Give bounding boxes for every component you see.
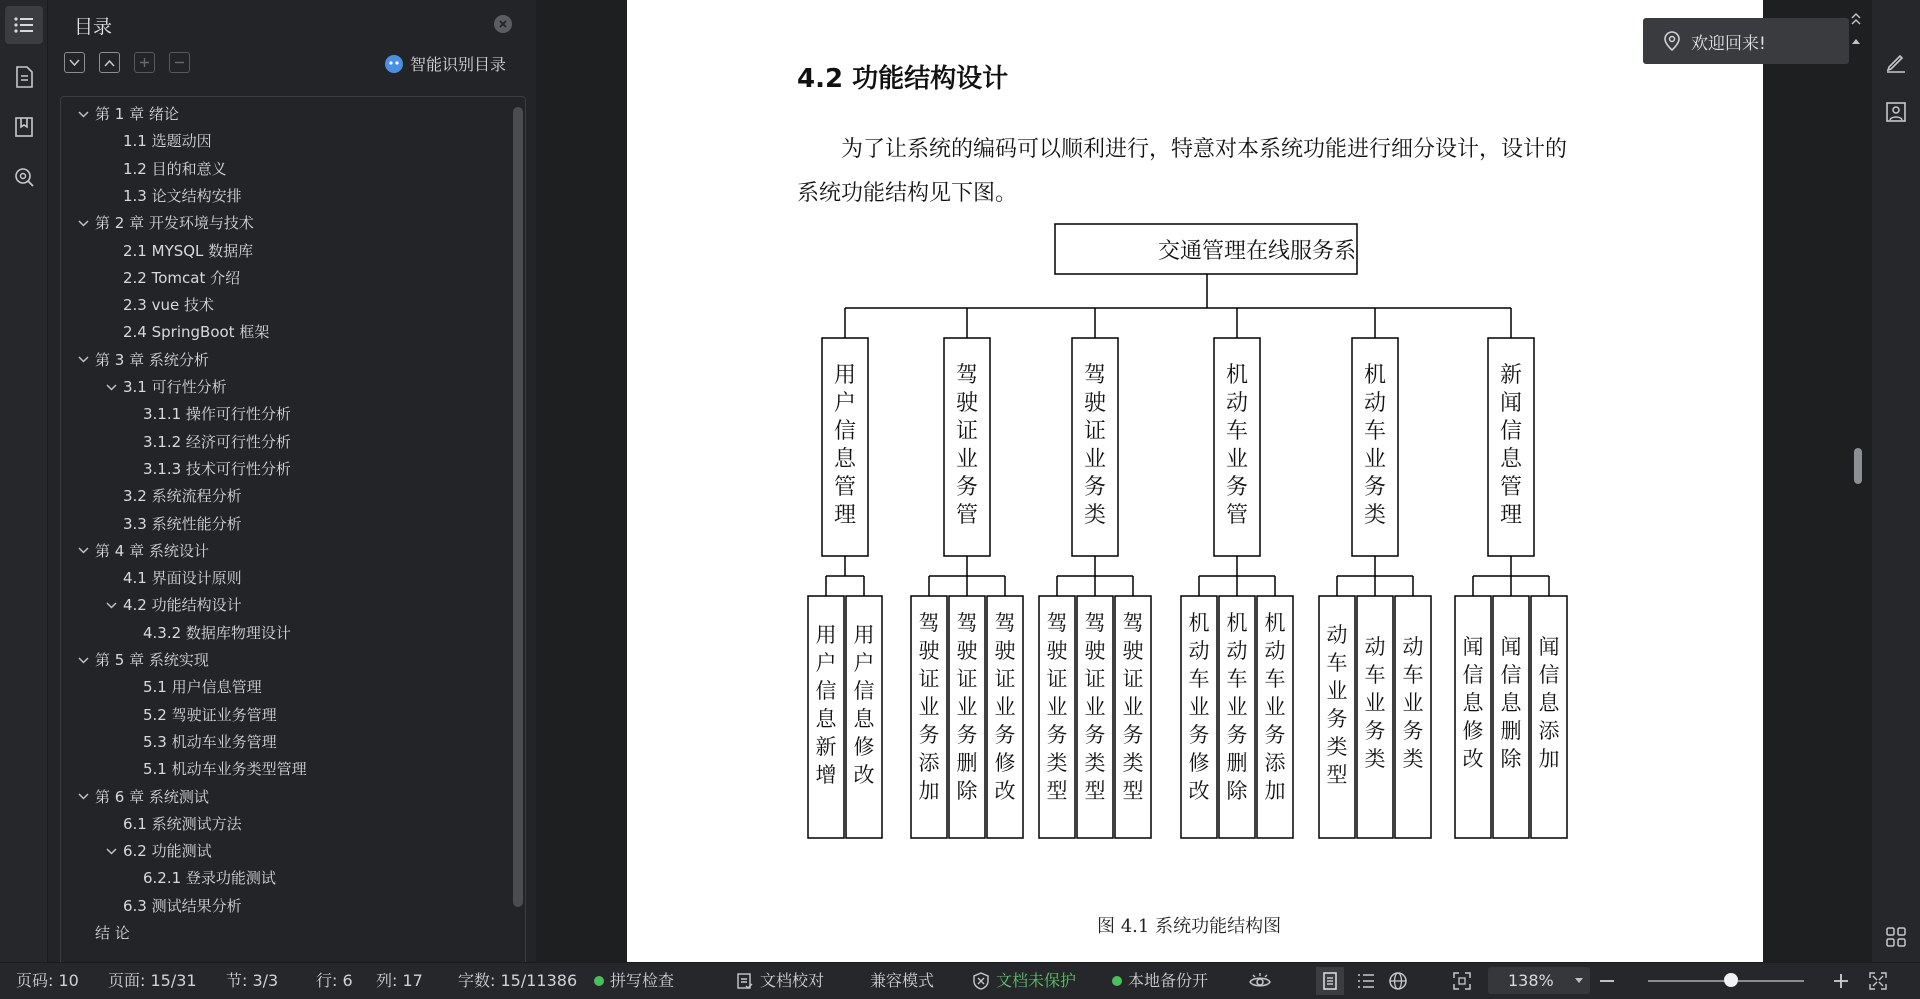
toc-item[interactable]: [143, 674, 262, 700]
toc-item[interactable]: [75, 538, 209, 564]
child-label-char: 动: [1226, 639, 1248, 663]
toc-item-label: 4.2 功能结构设计: [123, 596, 242, 615]
smart-toc-button[interactable]: [384, 52, 506, 75]
branch-label-char: 业: [1363, 447, 1387, 472]
toc-item[interactable]: [95, 920, 130, 946]
child-label-char: 务: [956, 723, 978, 747]
compat-mode-label: 兼容模式: [870, 971, 935, 990]
branch-label-char: 务: [955, 475, 979, 500]
child-label-char: 信: [853, 679, 875, 703]
child-box: [1395, 596, 1431, 838]
toc-item-label: 第 4 章 系统设计: [95, 541, 209, 560]
child-label-char: 类: [1326, 735, 1348, 759]
toc-item-label: 3.1.1 操作可行性分析: [143, 405, 291, 424]
welcome-text: 欢迎回来!: [1691, 33, 1766, 54]
section-heading: 4.2 功能结构设计: [797, 64, 1009, 94]
collapse-all-icon[interactable]: [99, 52, 120, 73]
child-label-char: 机: [1264, 611, 1286, 635]
toc-item-label: 第 1 章 绪论: [95, 105, 179, 123]
branch-label-char: 管: [1225, 503, 1249, 528]
child-label-char: 务: [1084, 723, 1106, 747]
local-backup-label: 本地备份开: [1128, 971, 1209, 990]
child-label-char: 驾: [994, 611, 1016, 635]
branch-label-char: 信: [833, 419, 857, 444]
smart-toc-icon: [384, 54, 404, 74]
child-label-char: 驶: [918, 639, 940, 663]
child-label-char: 动: [1364, 635, 1386, 659]
doc-protect-button[interactable]: [972, 963, 1076, 999]
toc-item-label: 6.2 功能测试: [123, 842, 212, 861]
remove-heading-icon[interactable]: [169, 52, 190, 73]
branch-label-char: 息: [833, 447, 857, 472]
toc-item[interactable]: [143, 620, 291, 646]
child-label-char: 务: [918, 723, 940, 747]
toc-item-label: 4.1 界面设计原则: [123, 569, 242, 588]
local-backup-toggle[interactable]: [1112, 963, 1208, 999]
branch-label-char: 车: [1363, 419, 1387, 444]
zoom-select[interactable]: [1488, 967, 1590, 994]
status-bar: [0, 962, 1920, 999]
toc-icon[interactable]: [5, 6, 43, 44]
child-label-char: 业: [1226, 695, 1248, 719]
child-label-char: 业: [1264, 695, 1286, 719]
child-label-char: 证: [918, 667, 940, 691]
child-label-char: 业: [918, 695, 940, 719]
toc-panel: [48, 0, 536, 962]
toc-item-label: 1.3 论文结构安排: [123, 186, 242, 205]
child-label-char: 删: [956, 751, 978, 775]
child-label-char: 业: [1402, 691, 1424, 715]
toc-item-label: 5.1 机动车业务类型管理: [143, 760, 307, 779]
paragraph-line: 为了让系统的编码可以顺利进行，特意对本系统功能进行细分设计，设计的: [841, 137, 1568, 162]
proofread-icon: [736, 972, 754, 990]
toc-item-label: 3.1.2 经济可行性分析: [143, 432, 291, 451]
chevron-down-icon[interactable]: [103, 374, 119, 400]
fit-page-icon[interactable]: [1452, 963, 1472, 999]
toc-item-label: 结 论: [95, 924, 130, 942]
child-label-char: 业: [1326, 679, 1348, 703]
child-label-char: 驾: [918, 611, 940, 635]
child-label-char: 务: [1402, 719, 1424, 743]
toc-item[interactable]: [103, 374, 227, 400]
paragraph-line: 系统功能结构见下图。: [797, 181, 1018, 206]
toc-item-label: 6.2.1 登录功能测试: [143, 869, 276, 888]
toc-item[interactable]: [143, 401, 291, 427]
toc-item-label: 第 6 章 系统测试: [95, 787, 209, 806]
child-label-char: 改: [1462, 747, 1484, 771]
branch-label-char: 证: [955, 419, 979, 444]
page-code: 页码: 10: [16, 971, 79, 990]
toc-item-label: 2.3 vue 技术: [123, 296, 215, 315]
toc-item[interactable]: [143, 429, 291, 455]
toc-item-label: 5.2 驾驶证业务管理: [143, 705, 277, 724]
chevron-down-icon[interactable]: [75, 784, 91, 810]
toc-item[interactable]: [123, 893, 242, 919]
child-label-char: 驾: [1084, 611, 1106, 635]
child-label-char: 用: [815, 623, 837, 647]
spell-check-status-icon: [594, 976, 604, 986]
child-label-char: 业: [1364, 691, 1386, 715]
child-label-char: 证: [1122, 667, 1144, 691]
document-icon[interactable]: [5, 58, 43, 96]
child-label-char: 类: [1364, 747, 1386, 771]
chevron-down-icon[interactable]: [103, 592, 119, 618]
toc-item-label: 2.1 MYSQL 数据库: [123, 241, 254, 260]
toc-item[interactable]: [143, 729, 277, 755]
toc-item[interactable]: [123, 128, 212, 154]
child-label-char: 型: [1326, 763, 1348, 787]
smart-toc-label: 智能识别目录: [410, 55, 507, 74]
shield-icon: [972, 972, 990, 990]
grid-icon[interactable]: [1885, 926, 1907, 948]
child-label-char: 用: [853, 623, 875, 647]
portrait-icon[interactable]: [1884, 100, 1908, 124]
document-scrollbar-thumb[interactable]: [1854, 448, 1862, 484]
child-label-char: 证: [1046, 667, 1068, 691]
branch-label-char: 类: [1083, 503, 1107, 528]
branch-label-char: 管: [955, 503, 979, 528]
child-label-char: 车: [1188, 667, 1210, 691]
branch-label-char: 理: [1499, 503, 1523, 528]
child-label-char: 业: [956, 695, 978, 719]
toc-item[interactable]: [75, 101, 179, 127]
toc-item[interactable]: [123, 483, 242, 509]
branch-label-char: 业: [1083, 447, 1107, 472]
child-label-char: 驶: [1084, 639, 1106, 663]
child-label-char: 修: [1188, 751, 1210, 775]
toc-title: 目录: [74, 16, 113, 38]
child-label-char: 类: [1084, 751, 1106, 775]
chevron-down-icon[interactable]: [103, 838, 119, 864]
child-label-char: 息: [1462, 691, 1484, 715]
child-label-char: 信: [1538, 663, 1560, 687]
branch-label-char: 驾: [955, 363, 979, 388]
chevron-down-icon[interactable]: [75, 101, 91, 127]
toc-item-label: 第 5 章 系统实现: [95, 651, 209, 669]
branch-label-char: 管: [1499, 475, 1523, 500]
doc-proof-button[interactable]: [736, 963, 824, 999]
toc-item-label: 4.3.2 数据库物理设计: [143, 623, 291, 642]
child-label-char: 修: [994, 751, 1016, 775]
expand-all-icon[interactable]: [64, 52, 85, 73]
child-label-char: 业: [1084, 695, 1106, 719]
child-label-char: 型: [1084, 779, 1106, 803]
branch-label-char: 驶: [1083, 391, 1107, 416]
branch-label-char: 类: [1363, 503, 1387, 528]
chevron-down-icon[interactable]: [75, 538, 91, 564]
toc-item-label: 3.2 系统流程分析: [123, 487, 242, 506]
child-label-char: 驾: [1122, 611, 1144, 635]
child-label-char: 业: [1122, 695, 1144, 719]
branch-label-char: 驶: [955, 391, 979, 416]
spell-check-toggle[interactable]: [594, 963, 674, 999]
child-label-char: 类: [1046, 751, 1068, 775]
toc-item[interactable]: [103, 592, 242, 618]
child-label-char: 类: [1122, 751, 1144, 775]
child-label-char: 车: [1226, 667, 1248, 691]
toc-item[interactable]: [143, 756, 307, 782]
fullscreen-icon[interactable]: [1868, 963, 1888, 999]
right-sidebar-rail: [1872, 0, 1920, 962]
child-label-char: 动: [1264, 639, 1286, 663]
toc-item-label: 5.1 用户信息管理: [143, 678, 262, 697]
child-label-char: 驾: [1046, 611, 1068, 635]
child-label-char: 添: [1264, 751, 1286, 775]
child-label-char: 型: [1046, 779, 1068, 803]
child-label-char: 证: [956, 667, 978, 691]
child-label-char: 驶: [956, 639, 978, 663]
page-view-icon[interactable]: [1316, 967, 1344, 995]
branch-label-char: 车: [1225, 419, 1249, 444]
child-label-char: 闻: [1462, 635, 1484, 659]
toc-item-label: 6.1 系统测试方法: [123, 814, 242, 833]
child-label-char: 业: [1046, 695, 1068, 719]
child-box: [1531, 596, 1567, 838]
toc-item-label: 3.1 可行性分析: [123, 378, 227, 396]
child-label-char: 户: [853, 651, 875, 675]
chevron-down-icon: [1574, 977, 1584, 985]
toc-item-label: 6.3 测试结果分析: [123, 896, 242, 915]
child-label-char: 驶: [1122, 639, 1144, 663]
child-label-char: 删: [1500, 719, 1522, 743]
child-label-char: 动: [1402, 635, 1424, 659]
child-label-char: 信: [815, 679, 837, 703]
child-label-char: 添: [1538, 719, 1560, 743]
child-label-char: 修: [853, 735, 875, 759]
child-label-char: 息: [853, 707, 875, 731]
child-label-char: 加: [1538, 747, 1560, 771]
child-label-char: 车: [1326, 651, 1348, 675]
child-label-char: 息: [1538, 691, 1560, 715]
child-label-char: 改: [853, 763, 875, 787]
branch-label-char: 业: [1225, 447, 1249, 472]
close-icon[interactable]: [494, 15, 512, 33]
document-page[interactable]: [627, 0, 1763, 962]
child-label-char: 除: [1500, 747, 1522, 771]
toc-item-label: 3.1.3 技术可行性分析: [143, 459, 291, 478]
child-label-char: 证: [994, 667, 1016, 691]
scroll-up-icon[interactable]: [1848, 10, 1864, 30]
child-label-char: 务: [1326, 707, 1348, 731]
child-label-char: 闻: [1538, 635, 1560, 659]
pen-icon[interactable]: [1884, 50, 1908, 74]
toc-item-label: 1.1 选题动因: [123, 132, 212, 151]
child-label-char: 类: [1402, 747, 1424, 771]
left-sidebar-rail: [0, 0, 48, 962]
toc-item-label: 3.3 系统性能分析: [123, 514, 242, 533]
col-indicator: 列: 17: [376, 971, 423, 990]
child-box: [1455, 596, 1491, 838]
zoom-slider-handle[interactable]: [1724, 973, 1738, 987]
toc-item[interactable]: [123, 565, 242, 591]
child-label-char: 务: [994, 723, 1016, 747]
child-label-char: 修: [1462, 719, 1484, 743]
row-indicator: 行: 6: [316, 971, 353, 990]
child-label-char: 机: [1226, 611, 1248, 635]
child-label-char: 加: [918, 779, 940, 803]
outline-view-icon[interactable]: [1356, 963, 1376, 999]
child-label-char: 务: [1226, 723, 1248, 747]
toc-item[interactable]: [123, 156, 227, 182]
zoom-in-icon[interactable]: [1832, 963, 1850, 999]
toc-list: [60, 96, 526, 966]
child-label-char: 证: [1084, 667, 1106, 691]
chevron-down-icon[interactable]: [75, 347, 91, 373]
chevron-down-icon[interactable]: [75, 210, 91, 236]
branch-label-char: 务: [1083, 475, 1107, 500]
backup-status-icon: [1112, 976, 1122, 986]
child-label-char: 息: [1500, 691, 1522, 715]
branch-label-char: 机: [1225, 363, 1249, 388]
location-pin-icon: [1663, 31, 1681, 51]
add-heading-icon[interactable]: [134, 52, 155, 73]
child-label-char: 改: [1188, 779, 1210, 803]
child-label-char: 息: [815, 707, 837, 731]
spell-check-label: 拼写检查: [610, 971, 675, 990]
toc-item[interactable]: [123, 511, 242, 537]
branch-label-char: 用: [833, 363, 857, 388]
branch-label-char: 动: [1225, 391, 1249, 416]
branch-label-char: 业: [955, 447, 979, 472]
child-label-char: 添: [918, 751, 940, 775]
toc-item-label: 5.3 机动车业务管理: [143, 732, 277, 751]
web-view-icon[interactable]: [1388, 963, 1408, 999]
branch-label-char: 闻: [1499, 391, 1523, 416]
child-label-char: 务: [1264, 723, 1286, 747]
child-label-char: 增: [815, 763, 837, 787]
toc-item-label: 第 2 章 开发环境与技术: [95, 214, 254, 233]
branch-label-char: 新: [1499, 363, 1523, 388]
toc-item[interactable]: [123, 238, 253, 264]
child-label-char: 驶: [1046, 639, 1068, 663]
toc-item-label: 2.4 SpringBoot 框架: [123, 323, 270, 342]
welcome-toast: [1643, 18, 1849, 64]
child-label-char: 务: [1364, 719, 1386, 743]
child-label-char: 删: [1226, 751, 1248, 775]
child-label-char: 驾: [956, 611, 978, 635]
branch-label-char: 驾: [1083, 363, 1107, 388]
toc-item[interactable]: [123, 811, 242, 837]
bookmark-icon[interactable]: [5, 108, 43, 146]
toc-item[interactable]: [75, 647, 209, 673]
child-label-char: 驶: [994, 639, 1016, 663]
child-label-char: 车: [1264, 667, 1286, 691]
section-indicator: 节: 3/3: [226, 971, 279, 990]
child-label-char: 加: [1264, 779, 1286, 803]
branch-label-char: 务: [1363, 475, 1387, 500]
child-label-char: 车: [1364, 663, 1386, 687]
child-label-char: 动: [1188, 639, 1210, 663]
child-label-char: 务: [1188, 723, 1210, 747]
child-label-char: 务: [1046, 723, 1068, 747]
toc-item[interactable]: [75, 784, 209, 810]
toc-scrollbar-thumb[interactable]: [513, 107, 523, 907]
child-label-char: 闻: [1500, 635, 1522, 659]
child-label-char: 业: [994, 695, 1016, 719]
branch-label-char: 管: [833, 475, 857, 500]
child-label-char: 型: [1122, 779, 1144, 803]
function-structure-diagram: [627, 218, 1763, 858]
toc-item[interactable]: [123, 292, 214, 318]
document-canvas: [537, 0, 1871, 962]
child-box: [1493, 596, 1529, 838]
toc-item-label: 2.2 Tomcat 介绍: [123, 268, 241, 287]
child-label-char: 动: [1326, 623, 1348, 647]
child-label-char: 改: [994, 779, 1016, 803]
toc-item[interactable]: [103, 838, 212, 864]
find-replace-icon[interactable]: [5, 158, 43, 196]
branch-label-char: 息: [1499, 447, 1523, 472]
branch-label-char: 证: [1083, 419, 1107, 444]
child-label-char: 新: [815, 735, 837, 759]
toc-item[interactable]: [123, 183, 242, 209]
child-label-char: 机: [1188, 611, 1210, 635]
doc-proof-label: 文档校对: [760, 971, 825, 990]
toc-item[interactable]: [75, 210, 254, 236]
branch-label-char: 理: [833, 503, 857, 528]
child-label-char: 信: [1462, 663, 1484, 687]
toc-item[interactable]: [75, 347, 209, 373]
toc-item[interactable]: [123, 319, 269, 345]
doc-unprotected-label: 文档未保护: [996, 971, 1077, 990]
chevron-down-icon[interactable]: [75, 647, 91, 673]
eye-protection-icon[interactable]: [1248, 963, 1272, 999]
toc-item[interactable]: [143, 456, 291, 482]
child-label-char: 除: [1226, 779, 1248, 803]
zoom-value: 138%: [1508, 971, 1554, 990]
toc-item[interactable]: [143, 865, 276, 891]
zoom-out-icon[interactable]: [1598, 963, 1616, 999]
toc-item-label: 1.2 目的和意义: [123, 159, 227, 178]
diagram-root-label: 交通管理在线服务系: [1157, 239, 1357, 264]
branch-label-char: 户: [833, 391, 857, 416]
toc-item-label: 第 3 章 系统分析: [95, 350, 209, 369]
child-label-char: 信: [1500, 663, 1522, 687]
child-box: [1357, 596, 1393, 838]
branch-label-char: 务: [1225, 475, 1249, 500]
toc-item[interactable]: [143, 702, 277, 728]
child-label-char: 车: [1402, 663, 1424, 687]
child-label-char: 务: [1122, 723, 1144, 747]
toc-toolbar: [64, 52, 190, 73]
child-label-char: 户: [815, 651, 837, 675]
page-indicator[interactable]: 页面: 15/31: [108, 971, 197, 990]
child-label-char: 除: [956, 779, 978, 803]
branch-label-char: 动: [1363, 391, 1387, 416]
branch-label-char: 机: [1363, 363, 1387, 388]
figure-caption: 图 4.1 系统功能结构图: [1097, 916, 1282, 937]
toc-item[interactable]: [123, 265, 240, 291]
branch-label-char: 信: [1499, 419, 1523, 444]
scroll-top-arrow-icon[interactable]: [1848, 36, 1864, 46]
child-label-char: 业: [1188, 695, 1210, 719]
word-count[interactable]: 字数: 15/11386: [458, 971, 578, 990]
